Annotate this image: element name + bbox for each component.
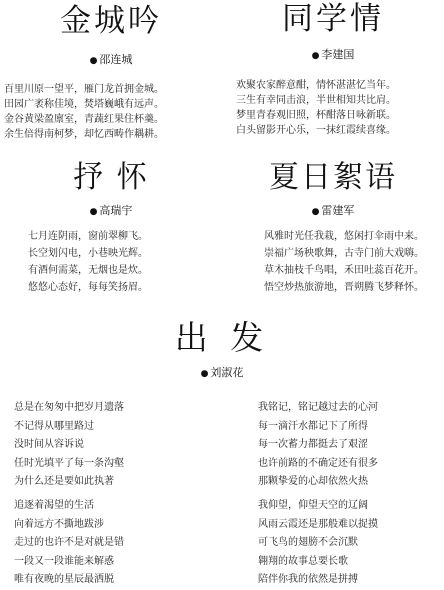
- verse-line: 唯有夜晚的星辰最洒脱: [14, 574, 114, 585]
- author-name: 刘淑花: [210, 366, 244, 379]
- poem-title: 同学情: [282, 1, 384, 37]
- verse-line: 向着远方不撕地跋涉: [14, 518, 104, 530]
- author-name: 李建国: [321, 48, 355, 61]
- verse-line: 七月连阴雨，窗前翠柳飞。: [28, 231, 148, 242]
- verse-line: 白头留影开心乐，一抹红霞续喜缘。: [236, 125, 396, 136]
- author-name: 邵连城: [99, 53, 133, 66]
- verse-line: 金谷黄梁盈廪室，青蔬红果住杯羹。: [4, 114, 164, 125]
- verse-line: 走过的也许不是对就是错: [14, 537, 124, 548]
- verse-line: 崇福广场秧歌舞，古寺门前大戏嗨。: [264, 248, 424, 259]
- verse-line: 不记得从哪里路过: [14, 420, 94, 432]
- verse-line: 翱翔的故事总要长歌: [258, 555, 348, 567]
- verse-line: 悠悠心态好，每每笑扬眉。: [28, 282, 148, 293]
- bullet-icon: ●: [200, 369, 209, 379]
- verse-line: 一段又一段谁能来解惑: [14, 555, 114, 567]
- verse-line: 余生倍得南柯梦，却忆西畴作耦耕。: [4, 129, 164, 140]
- poem-stanza: [258, 497, 378, 590]
- verse-line: 追逐着渴望的生活: [14, 500, 94, 511]
- poem-title: 夏日絮语: [269, 160, 397, 195]
- bullet-icon: ●: [311, 207, 320, 217]
- verse-line: 我仰望，仰望天空的辽阔: [258, 500, 368, 511]
- verse-line: 任时光填平了每一条沟壑: [14, 457, 124, 469]
- poem-verse: [28, 228, 148, 296]
- verse-line: 总是在匆匆中把岁月遗落: [14, 402, 124, 413]
- author-name: 雷建军: [321, 204, 355, 217]
- poem-title: 金城吟: [60, 3, 162, 39]
- verse-line: 每一滴汗水都记下了所得: [258, 420, 368, 432]
- poem-author: [0, 367, 444, 379]
- poem-title: 抒 怀: [73, 160, 149, 195]
- verse-line: 悟空炒热旅游地，晋朔腾飞梦释怀。: [264, 282, 424, 293]
- verse-line: 百里川原一望平，雁门龙首拥金城。: [4, 84, 164, 95]
- poem-stanza: [14, 497, 124, 590]
- verse-line: 为什么还是要如此执著: [14, 476, 114, 487]
- bullet-icon: ●: [311, 51, 320, 61]
- verse-line: 草木抽枝千鸟唱，禾田吐蕊百花开。: [264, 265, 424, 276]
- poem-author: [0, 205, 222, 217]
- verse-line: 那颗挚爱的心却依然火热: [258, 476, 368, 487]
- poem-author: [222, 205, 444, 217]
- poem-verse: [264, 228, 424, 296]
- verse-line: 没时间从容诉说: [14, 439, 84, 450]
- poem-author: [0, 54, 222, 66]
- author-name: 高瑞宇: [99, 204, 133, 217]
- verse-line: 风雨云霞还是那般难以捉摸: [258, 518, 378, 530]
- verse-line: 风雅时光任我栽，悠闲打伞雨中来。: [264, 231, 424, 242]
- verse-line: 也许前路的不确定还有很多: [258, 457, 378, 469]
- poem-verse: [4, 82, 164, 142]
- poem-stanza: [258, 399, 378, 492]
- verse-line: 可飞鸟的翅膀不会沉默: [258, 537, 358, 548]
- poem-author: [222, 49, 444, 61]
- bullet-icon: ●: [89, 207, 98, 217]
- verse-line: 陪伴你我的依然是拼搏: [258, 574, 358, 585]
- poem-verse: [236, 78, 396, 138]
- bullet-icon: ●: [89, 56, 98, 66]
- verse-line: 欢聚农家醉意酣，情怀湛湛忆当年。: [236, 80, 396, 91]
- poem-title: 出 发: [174, 318, 270, 357]
- verse-line: 我铭记，铭记越过去的心河: [258, 402, 378, 413]
- verse-line: 有酒何需菜，无烟也是炊。: [28, 265, 148, 276]
- verse-line: 三生有幸同击浪，半世相知共比肩。: [236, 95, 396, 106]
- poem-stanza: [14, 399, 124, 492]
- verse-line: 梦里青春观旧照，杯酣落日咏新联。: [236, 110, 396, 121]
- verse-line: 田园广袤称佳境，焚塔巍峨有远声。: [4, 99, 164, 110]
- verse-line: 每一次蓄力都挺去了艰涩: [258, 439, 368, 450]
- verse-line: 长空划闪电，小巷映光辉。: [28, 248, 148, 259]
